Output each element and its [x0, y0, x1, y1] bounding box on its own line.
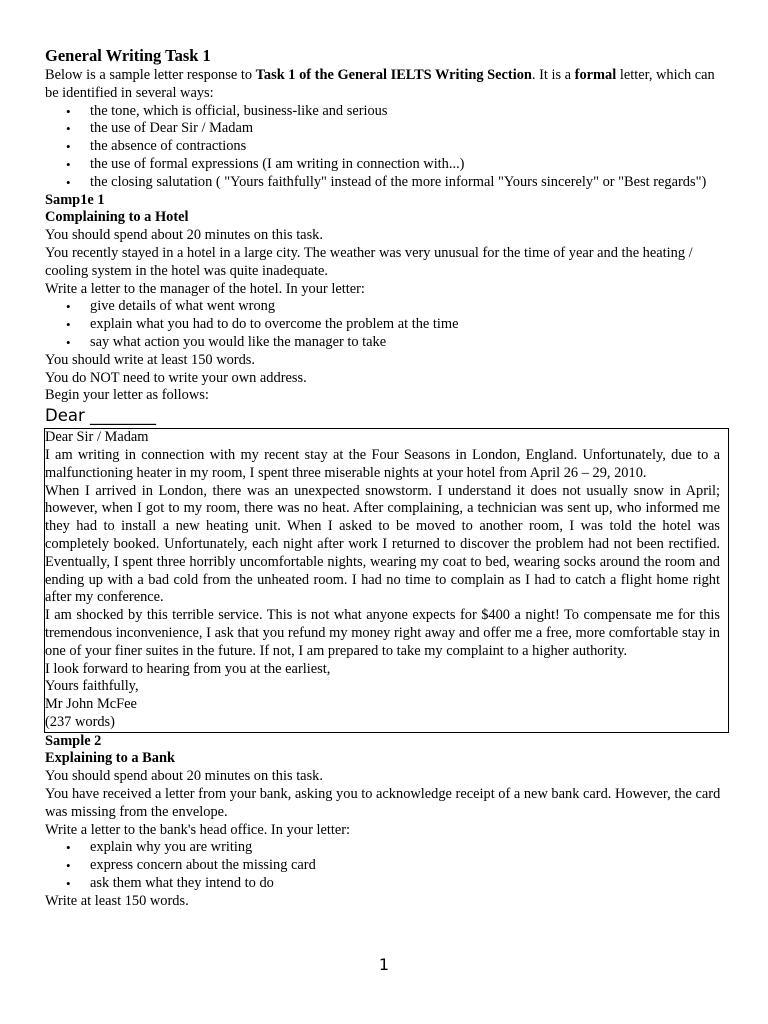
formal-features-list — [45, 103, 730, 192]
list-item: • the absence of contractions — [90, 138, 730, 156]
sample1-begin: Begin your letter as follows: — [45, 387, 209, 404]
sample2-situation: You have received a letter from your bank, asking you to acknowledge receipt of a new bank card. However, the card was missing from the envelope. — [45, 786, 721, 820]
sample1-label: Samp1e 1 — [45, 191, 105, 208]
sample1-bullets — [45, 298, 730, 351]
list-item: • express concern about the missing card — [90, 857, 730, 875]
letter-closing: I look forward to hearing from you at the earliest, — [45, 660, 331, 677]
page-number: 1 — [378, 955, 390, 974]
list-item: • say what action you would like the manager to take — [90, 334, 730, 352]
sample2-bullets — [45, 839, 730, 892]
sample1-situation: You recently stayed in a hotel in a large city. The weather was very unusual for the time of year and the heating / cooling system in the hotel was quite inadequate. — [45, 244, 693, 279]
letter-signature: Mr John McFee — [45, 696, 137, 713]
sample2-time: You should spend about 20 minutes on this task. — [45, 768, 323, 785]
dear-line: Dear ________ — [45, 406, 156, 426]
sample2-heading: Explaining to a Bank — [45, 750, 175, 767]
letter-paragraph: I am shocked by this terrible service. This is not what anyone expects for $400 a night! To compensate me for this tremendous inconvenience, I ask that you refund my money right away and offer me a free, more comfortable stay in one of your finer suites in the future. If not, I am prepared to take my complaint to a higher authority. — [45, 607, 720, 659]
sample1-instruction: Write a letter to the manager of the hotel. In your letter: — [45, 280, 365, 297]
list-item: • explain what you had to do to overcome the problem at the time — [90, 316, 730, 334]
letter-salutation: Yours faithfully, — [45, 678, 139, 695]
sample1-heading: Complaining to a Hotel — [45, 209, 189, 226]
sample1-address: You do NOT need to write your own address. — [45, 369, 307, 386]
list-item: • ask them what they intend to do — [90, 875, 730, 893]
letter-paragraph: When I arrived in London, there was an unexpected snowstorm. I understand it does not usually snow in April; however, when I got to my room, there was no heat. After complaining, a technician was sent up, who informed me they had to install a new heating unit. When I asked to be moved to another room, I was told the hotel was completely booked. Unfortunately, each night after work I returned to discover the problem had not been rectified. Eventually, I spent three horribly uncomfortable nights, wearing my coat to bed, wearing socks around the room and ending up with a bad cold from the unheated room. I had no time to complain as I had to catch a flight home right after my conference. — [45, 482, 720, 606]
document-page — [45, 46, 730, 911]
intro-paragraph: Below is a sample letter response to Task 1 of the General IELTS Writing Section. It is a formal letter, which can be identified in several ways: — [45, 67, 715, 101]
list-item: • explain why you are writing — [90, 839, 730, 857]
sample2-label: Sample 2 — [45, 732, 102, 749]
sample1-words: You should write at least 150 words. — [45, 351, 255, 368]
sample1-time: You should spend about 20 minutes on this task. — [45, 227, 323, 244]
sample-letter-box — [44, 428, 729, 733]
sample2-words: Write at least 150 words. — [45, 892, 189, 909]
list-item: • give details of what went wrong — [90, 298, 730, 316]
letter-paragraph: I am writing in connection with my recent stay at the Four Seasons in London, England. Unfortunately, due to a malfunctioning heater in my room, I spent three miserable nights at your hotel from April 26 – 29, 2010. — [45, 446, 720, 481]
letter-greeting: Dear Sir / Madam — [45, 429, 149, 446]
list-item: • the closing salutation ( "Yours faithfully" instead of the more informal "Yours sincerely" or "Best regards") — [90, 174, 730, 192]
list-item: • the use of Dear Sir / Madam — [90, 120, 730, 138]
list-item: • the use of formal expressions (I am writing in connection with...) — [90, 156, 730, 174]
letter-word-count: (237 words) — [45, 713, 115, 730]
list-item: • the tone, which is official, business-like and serious — [90, 103, 730, 121]
page-title: General Writing Task 1 — [45, 46, 211, 65]
sample2-instruction: Write a letter to the bank's head office. In your letter: — [45, 821, 351, 838]
